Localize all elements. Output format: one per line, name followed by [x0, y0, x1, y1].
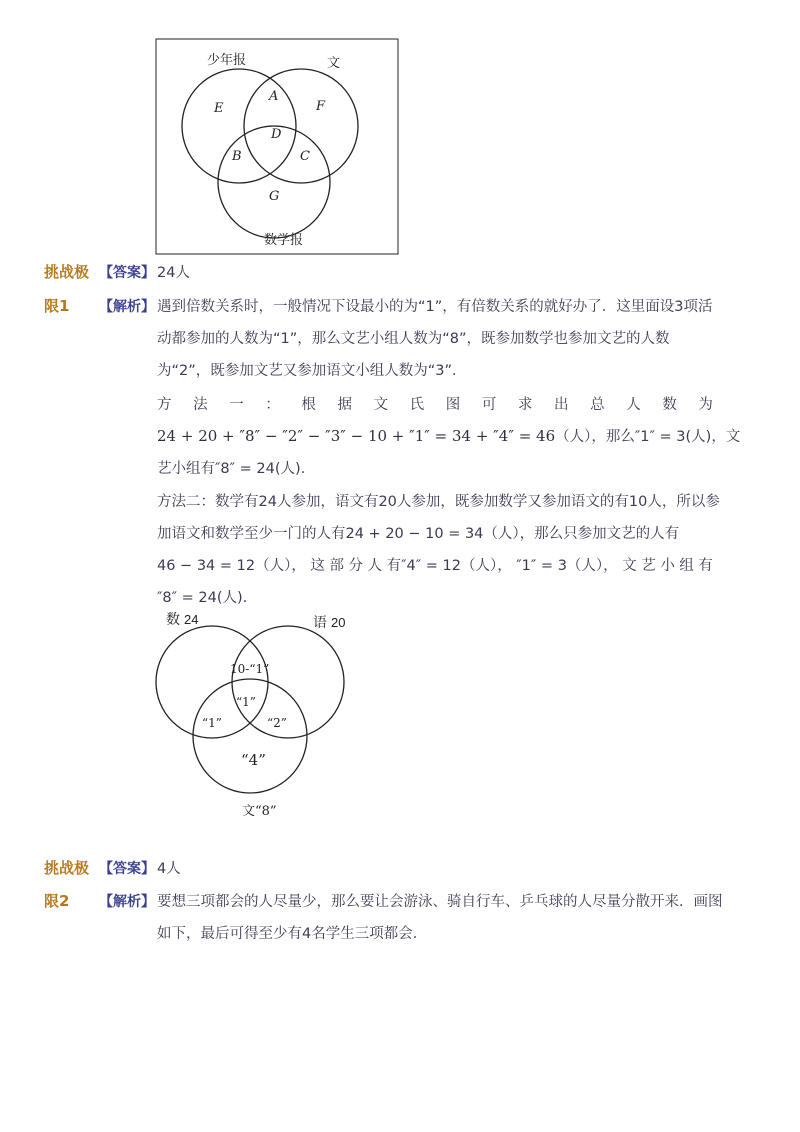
analysis-line-2: 动都参加的人数为“1”，那么文艺小组人数为“8”，既参加数学也参加文艺的人数 [157, 331, 670, 347]
region-f: F [316, 99, 326, 114]
region-center: “1” [236, 695, 256, 709]
method-2-line-1: 方法二：数学有24人参加，语文有20人参加，既参加数学又参加语文的有10人，所以参 [157, 494, 720, 510]
venn-diagram-1 [155, 38, 400, 256]
label-chinese: 语 20 [313, 615, 346, 631]
region-e: E [214, 101, 224, 116]
analysis-line-3: 为“2”，既参加文艺又参加语文小组人数为“3”． [157, 363, 467, 379]
question-1-answer-value: 24人 [157, 265, 190, 281]
venn-diagram-2 [150, 606, 360, 824]
question-2-answer-label: 【答案】 [99, 861, 155, 877]
method-1-equation: 24 + 20 + ″8″ − ″2″ − ″3″ − 10 + ″1″ = 34 + ″4″ = 46 [157, 427, 556, 445]
analysis-line-1: 遇到倍数关系时，一般情况下设最小的为“1”，有倍数关系的就好办了．这里面设3项活 [157, 299, 713, 315]
question-1-tag-bottom: 限1 [44, 297, 70, 315]
region-d: D [271, 127, 282, 142]
region-right: “2” [267, 716, 287, 730]
label-math: 数 24 [166, 612, 199, 628]
diagram-frame [156, 39, 398, 254]
question-1-analysis-label: 【解析】 [99, 299, 155, 315]
question-2-tag-top: 挑战极 [44, 859, 90, 877]
label-literature: 文 [327, 56, 341, 71]
region-c: C [300, 149, 310, 164]
label-art: 文“8” [242, 804, 277, 819]
question-1-tag-top: 挑战极 [44, 263, 90, 281]
method-1-line-3: 艺小组有″8″ = 24(人)． [157, 461, 316, 477]
region-top: 10-“1” [230, 662, 270, 676]
region-b: B [232, 149, 242, 164]
region-a: A [269, 89, 279, 104]
region-bottom: “4” [241, 751, 266, 769]
q2-analysis-line-2: 如下，最后可得至少有4名学生三项都会． [157, 926, 428, 942]
method-2-line-2: 加语文和数学至少一门的人有24 + 20 − 10 = 34（人），那么只参加文艺的人有 [157, 526, 680, 542]
method-2-line-3: 46 − 34 = 12（人）， 这 部 分 人 有″4″ = 12（人）， ″1″ = 3（人）， 文 艺 小 组 有 [157, 558, 713, 574]
method-2-line-4: ″8″ = 24(人)． [157, 590, 258, 606]
label-youth-paper: 少年报 [207, 53, 247, 68]
question-2-analysis-label: 【解析】 [99, 894, 155, 910]
circle-literature [244, 69, 358, 183]
region-left: “1” [202, 716, 222, 730]
region-g: G [269, 189, 280, 204]
q2-analysis-line-1: 要想三项都会的人尽量少，那么要让会游泳、骑自行车、乒乓球的人尽量分散开来．画图 [157, 894, 723, 910]
question-2-tag-bottom: 限2 [44, 892, 70, 910]
question-1-answer-label: 【答案】 [99, 265, 155, 281]
method-1-line-1: 方 法 一 ： 根 据 文 氏 图 可 求 出 总 人 数 为 [157, 397, 713, 413]
method-1-result: （人），那么″1″ = 3(人)，文 [555, 429, 741, 445]
label-math-paper: 数学报 [264, 233, 304, 248]
circle-chinese [232, 626, 344, 738]
method-1-line-2 [157, 425, 740, 446]
question-2-answer-value: 4人 [157, 861, 181, 877]
